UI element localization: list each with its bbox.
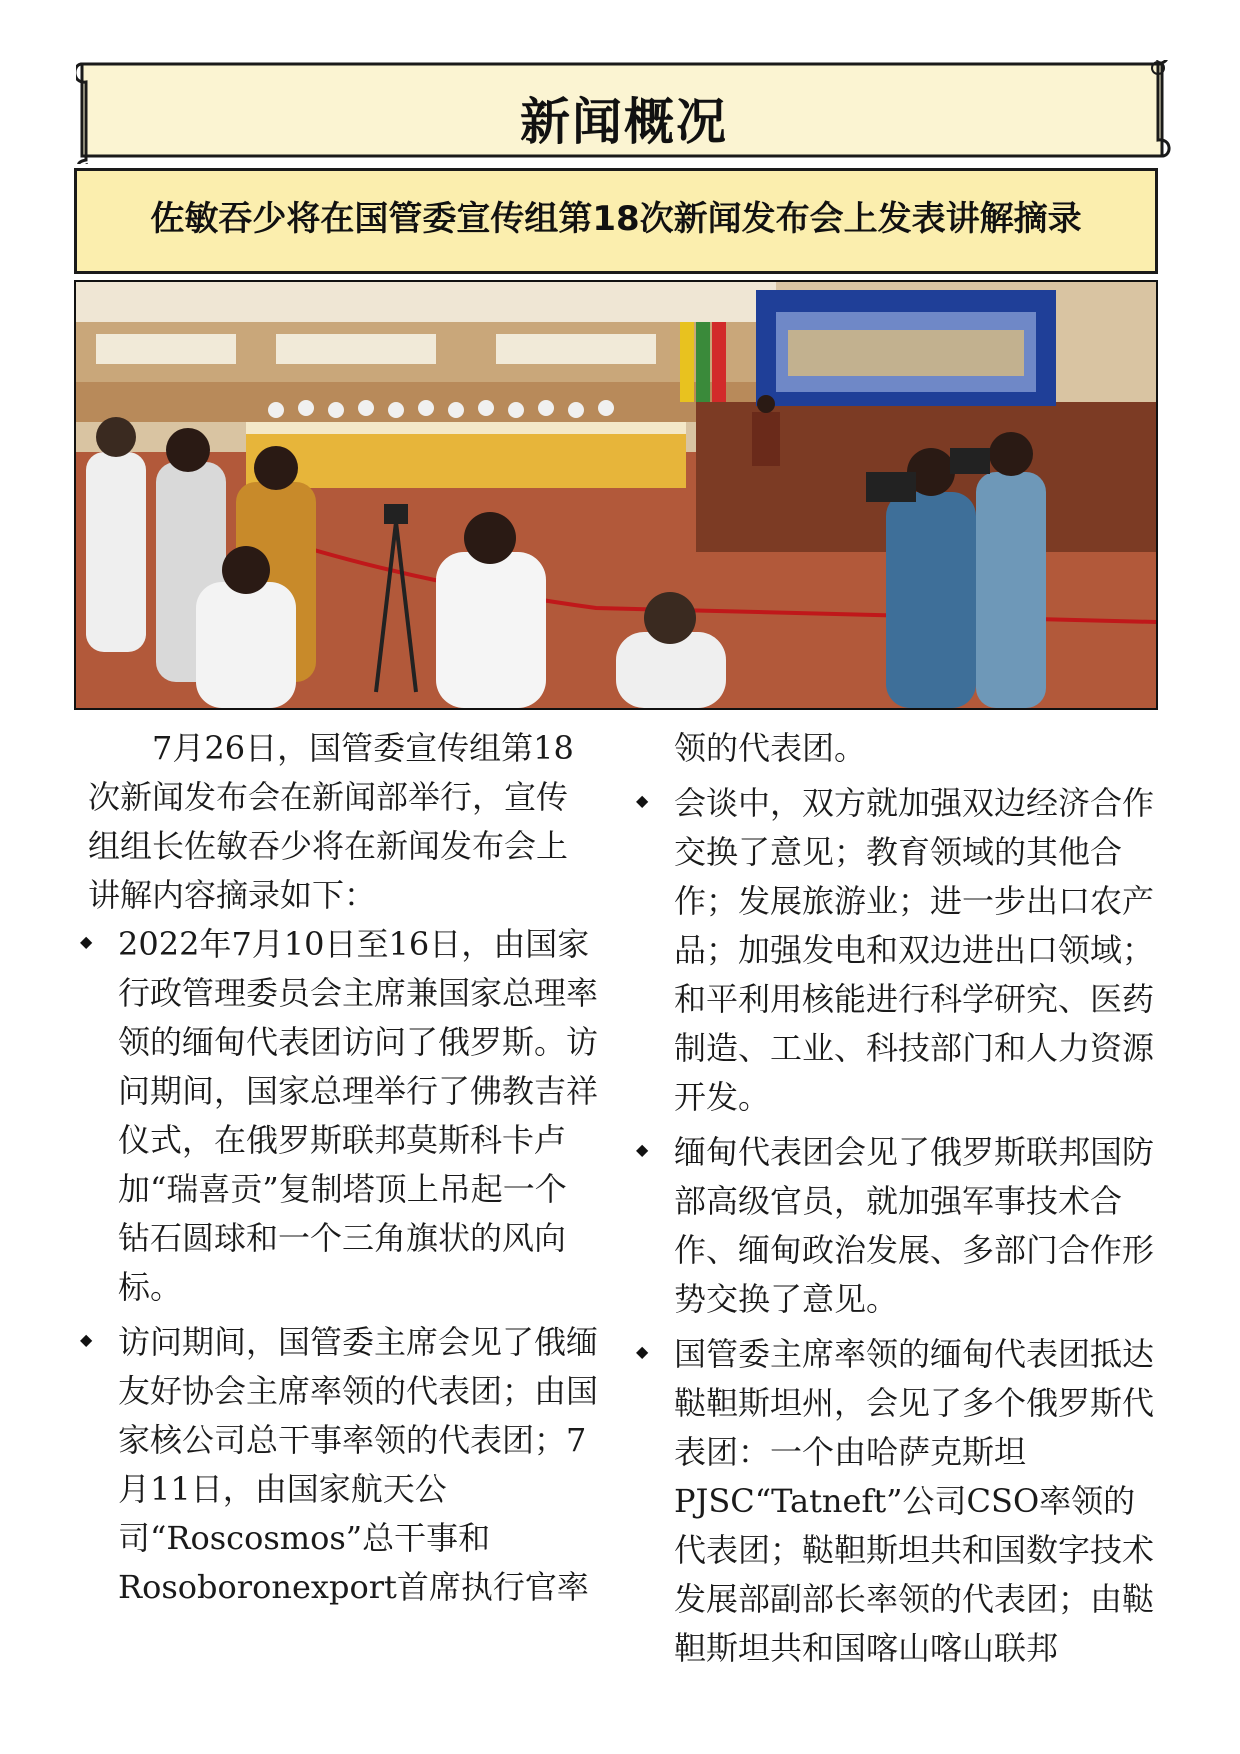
bullet-text: 缅甸代表团会见了俄罗斯联邦国防部高级官员，就加强军事技术合作、缅甸政治发展、多部门合作形势交换了意见。 [674, 1133, 1155, 1318]
continuation-text: 领的代表团。 [674, 729, 867, 767]
bullet-text: 会谈中，双方就加强双边经济合作交换了意见；教育领域的其他合作；发展旅游业；进一步出口农产品；加强发电和双边进出口领域；和平利用核能进行科学研究、医药制造、工业、科技部门和人力资源开发。 [674, 784, 1155, 1116]
article-headline: 佐敏吞少将在国管委宣传组第18次新闻发布会上发表讲解摘录 [150, 199, 1082, 239]
list-item [80, 1318, 599, 1612]
list-item [80, 920, 599, 1312]
bullet-text: 访问期间，国管委主席会见了俄缅友好协会主席率领的代表团；由国家核公司总干事率领的代表团；7月11日，由国家航天公司“Roscosmos”总干事和Rosoboronexport首席执行官率 [118, 1323, 599, 1606]
list-item [636, 1128, 1160, 1324]
subtitle-box [74, 168, 1158, 274]
diamond-bullet-icon: ◆ [636, 1342, 649, 1361]
press-conference-photo [74, 280, 1158, 710]
diamond-bullet-icon: ◆ [636, 791, 649, 810]
page-title: 新闻概况 [520, 93, 728, 151]
photo-icon [76, 282, 1156, 708]
title-banner [76, 60, 1172, 164]
bullet-text: 2022年7月10日至16日，由国家行政管理委员会主席兼国家总理率领的缅甸代表团访问了俄罗斯。访问期间，国家总理举行了佛教吉祥仪式，在俄罗斯联邦莫斯科卡卢加“瑞喜贡”复制塔顶上吊起一个钻石圆球和一个三角旗状的风向标。 [118, 925, 599, 1306]
diamond-bullet-icon: ◆ [80, 1330, 93, 1349]
intro-paragraph: 7月26日，国管委宣传组第18次新闻发布会在新闻部举行，宣传组组长佐敏吞少将在新闻发布会上讲解内容摘录如下： [88, 729, 574, 914]
diamond-bullet-icon: ◆ [636, 1140, 649, 1159]
list-item [636, 1330, 1160, 1673]
bullet-text: 国管委主席率领的缅甸代表团抵达鞑靼斯坦州，会见了多个俄罗斯代表团：一个由哈萨克斯坦PJSC“Tatneft”公司CSO率领的代表团；鞑靼斯坦共和国数字技术发展部副部长率领的代表团；由鞑靼斯坦共和国喀山喀山联邦 [674, 1335, 1155, 1667]
right-column [636, 724, 1160, 1679]
list-item [636, 779, 1160, 1122]
left-column [80, 724, 599, 1618]
diamond-bullet-icon: ◆ [80, 932, 93, 951]
